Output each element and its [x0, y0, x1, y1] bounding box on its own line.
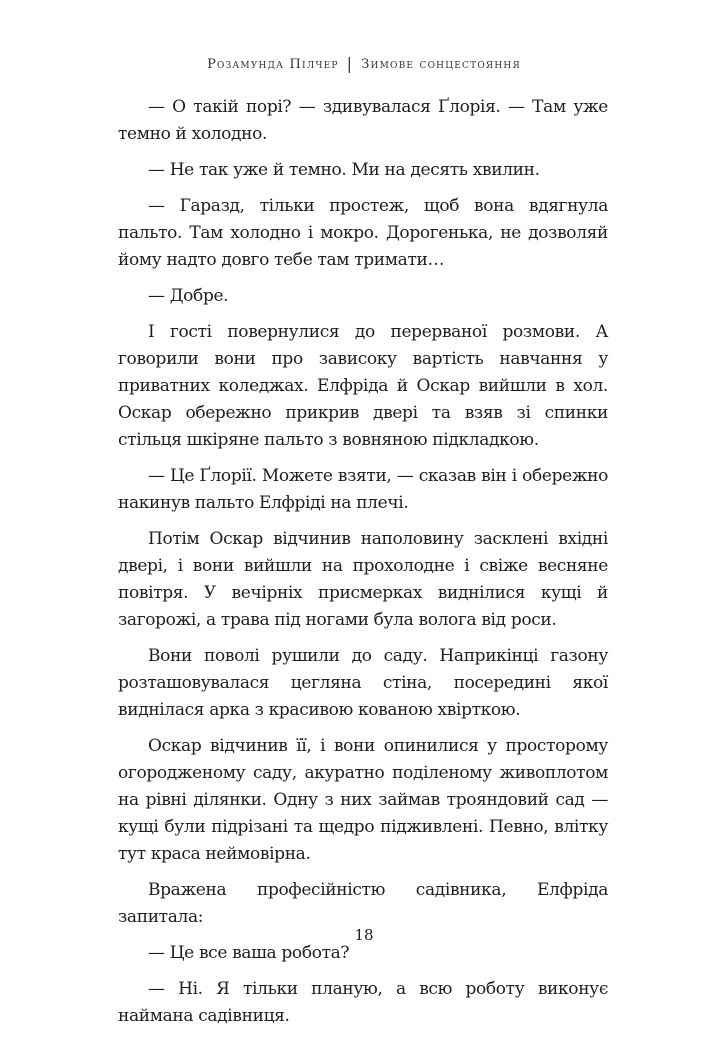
paragraph: — Не так уже й темно. Ми на десять хвилин.: [148, 160, 540, 180]
paragraph: Потім Оскар відчинив наполовину засклені вхідні двері, і вони вийшли на прохолодне і свіже весняне повітря. У вечірніх присмерках виднілися кущі й загорожі, а трава під ногами була волога від роси.: [118, 529, 608, 630]
header-author: Розамунда Пілчер: [207, 57, 339, 72]
paragraph: Оскар відчинив її, і вони опинилися у просторому огородженому саду, акуратно поділеному живоплотом на рівні ділянки. Одну з них займав трояндовий сад — кущі були підрізані та щедро підживлені. Певно, влітку тут краса неймовірна.: [118, 736, 608, 864]
running-header: [0, 54, 728, 75]
body-text: [118, 94, 608, 1039]
paragraph: — О такій порі? — здивувалася Ґлорія. — Там уже темно й холодно.: [118, 97, 608, 144]
paragraph: І гості повернулися до перерваної розмови. А говорили вони про зависоку вартість навчання у приватних коледжах. Елфріда й Оскар вийшли в хол. Оскар обережно прикрив двері та взяв зі спинки стільця шкіряне пальто з вовняною підкладкою.: [118, 322, 608, 450]
header-title: Зимове сонцестояння: [361, 57, 521, 72]
header-separator: |: [346, 54, 354, 73]
paragraph: — Це все ваша робота?: [148, 943, 350, 963]
paragraph: — Добре.: [148, 286, 229, 306]
paragraph: — Ні. Я тільки планую, а всю роботу виконує наймана садівниця.: [118, 979, 608, 1026]
paragraph: — Це Ґлорії. Можете взяти, — сказав він і обережно накинув пальто Елфріді на плечі.: [118, 466, 608, 513]
paragraph: — Гаразд, тільки простеж, щоб вона вдягнула пальто. Там холодно і мокро. Дорогенька, не дозволяй йому надто довго тебе там тримати…: [118, 196, 608, 270]
page-number: 18: [354, 926, 374, 944]
paragraph: Вони поволі рушили до саду. Наприкінці газону розташовувалася цегляна стіна, посередині якої виднілася арка з красивою кованою хвірткою.: [118, 646, 608, 720]
paragraph: Вражена професійністю садівника, Елфріда запитала:: [118, 880, 608, 927]
